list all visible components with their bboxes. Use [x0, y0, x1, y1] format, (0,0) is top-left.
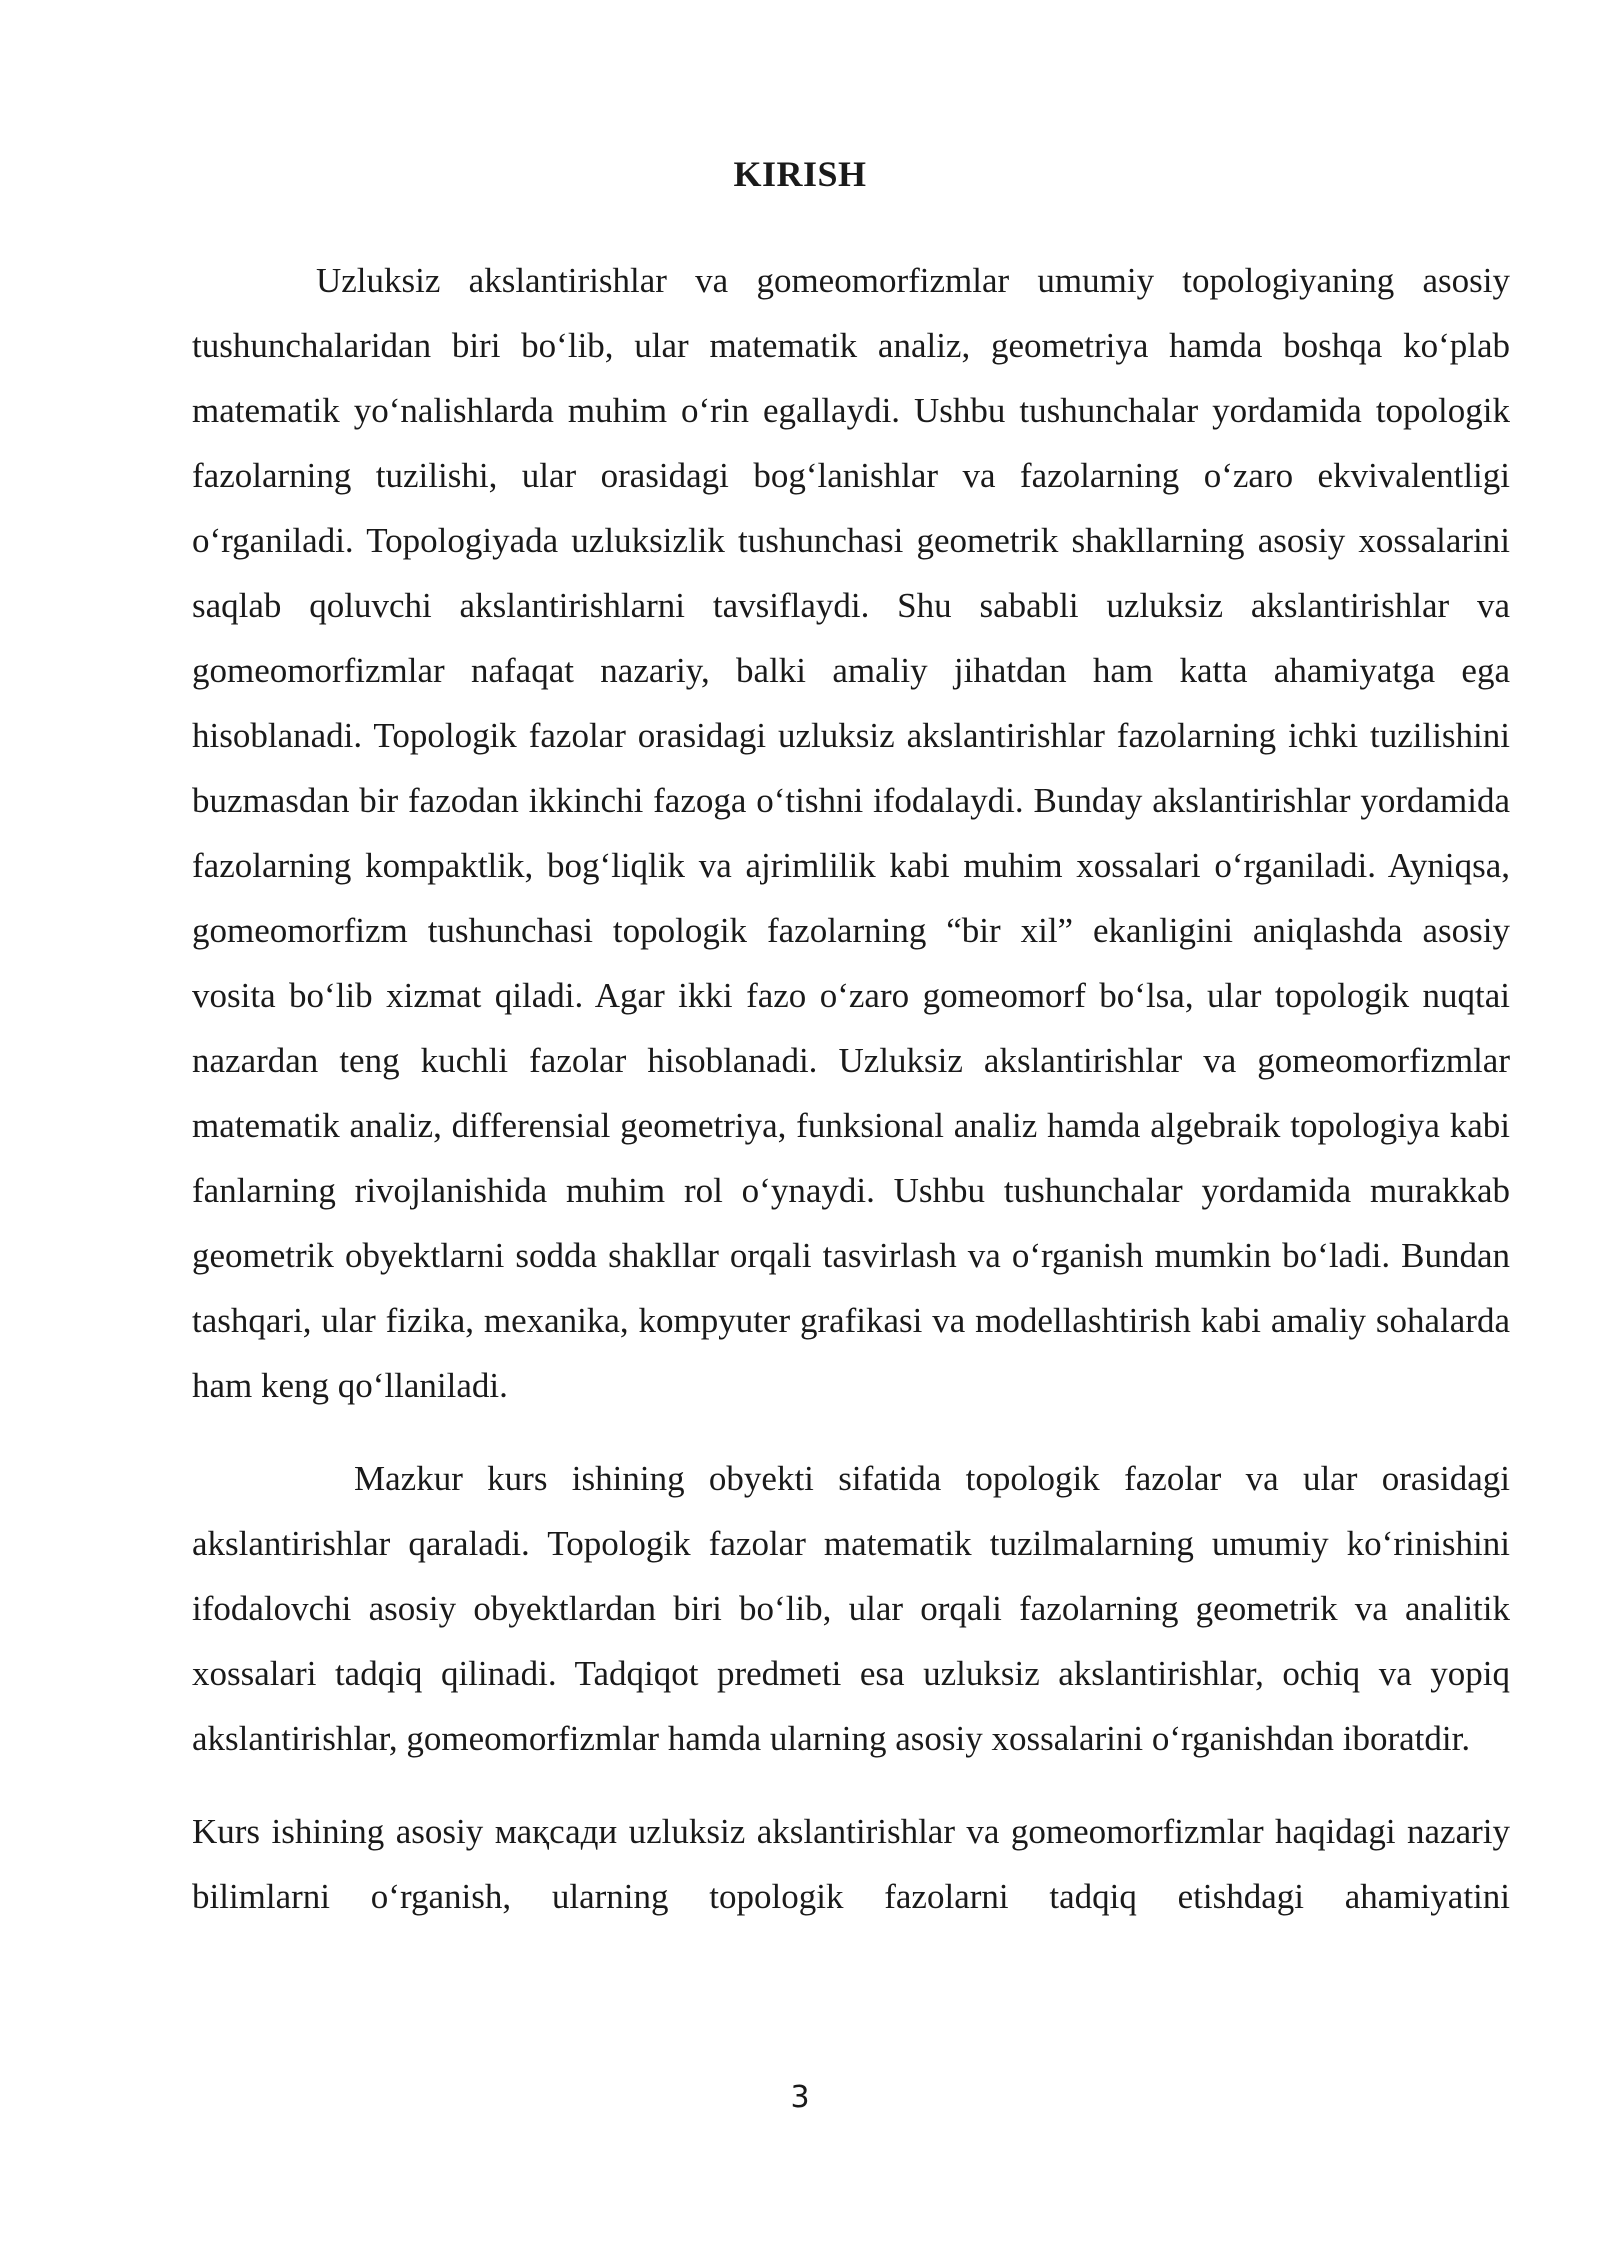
section-heading: KIRISH — [733, 154, 867, 194]
paragraph-introduction: Uzluksiz akslantirishlar va gomeomorfizmlar umumiy topologiyaning asosiy tushunchalaridan biri bo‘lib, ular matematik analiz, geometriya hamda boshqa ko‘plab matematik yo‘nalishlarda muhim o‘rin egallaydi. Ushbu tushunchalar yordamida topologik fazolarning tuzilishi, ular orasidagi bog‘lanishlar va fazolarning o‘zaro ekvivalentligi o‘rganiladi. Topologiyada uzluksizlik tushunchasi geometrik shakllarning asosiy xossalarini saqlab qoluvchi akslantirishlarni tavsiflaydi. Shu sababli uzluksiz akslantirishlar va gomeomorfizmlar nafaqat nazariy, balki amaliy jihatdan ham katta ahamiyatga ega hisoblanadi. Topologik fazolar orasidagi uzluksiz akslantirishlar fazolarning ichki tuzilishini buzmasdan bir fazodan ikkinchi fazoga o‘tishni ifodalaydi. Bunday akslantirishlar yordamida fazolarning kompaktlik, bog‘liqlik va ajrimlilik kabi muhim xossalari o‘rganiladi. Ayniqsa, gomeomorfizm tushunchasi topologik fazolarning “bir xil” ekanligini aniqlashda asosiy vosita bo‘lib xizmat qiladi. Agar ikki fazo o‘zaro gomeomorf bo‘lsa, ular topologik nuqtai nazardan teng kuchli fazolar hisoblanadi. Uzluksiz akslantirishlar va gomeomorfizmlar matematik analiz, differensial geometriya, funksional analiz hamda algebraik topologiya kabi fanlarning rivojlanishida muhim rol o‘ynaydi. Ushbu tushunchalar yordamida murakkab geometrik obyektlarni sodda shakllar orqali tasvirlash va o‘rganish mumkin bo‘ladi. Bundan tashqari, ular fizika, mexanika, kompyuter grafikasi va modellashtirish kabi amaliy sohalarda ham keng qo‘llaniladi. — [192, 261, 1510, 1405]
paragraph-object-and-subject: Mazkur kurs ishining obyekti sifatida topologik fazolar va ular orasidagi akslantirishlar qaraladi. Topologik fazolar matematik tuzilmalarning umumiy ko‘rinishini ifodalovchi asosiy obyektlardan biri bo‘lib, ular orqali fazolarning geometrik va analitik xossalari tadqiq qilinadi. Tadqiqot predmeti esa uzluksiz akslantirishlar, ochiq va yopiq akslantirishlar, gomeomorfizmlar hamda ularning asosiy xossalarini o‘rganishdan iboratdir. — [192, 1459, 1510, 1758]
page-number: 3 — [790, 2080, 810, 2115]
paragraph-goal: Kurs ishining asosiy мақсади uzluksiz akslantirishlar va gomeomorfizmlar haqidagi nazariy bilimlarni o‘rganish, ularning topologik fazolarni tadqiq etishdagi ahamiyatini — [192, 1812, 1510, 1916]
body-text — [192, 248, 1510, 1929]
